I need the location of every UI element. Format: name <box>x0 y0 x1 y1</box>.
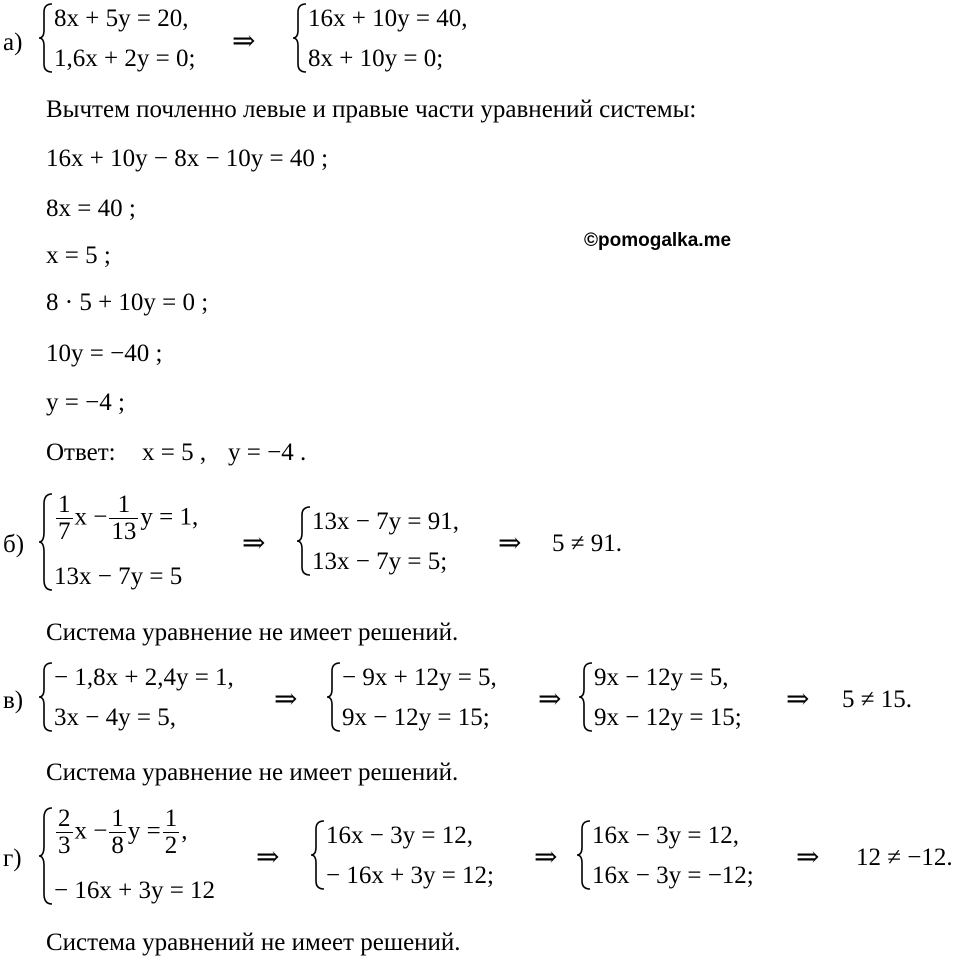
equation: − 9x + 12y = 5, <box>342 664 497 691</box>
equation: 13x − 7y = 5 <box>54 563 183 590</box>
denominator: 8 <box>111 832 124 860</box>
implies-arrow: ⇒ <box>538 684 562 715</box>
equation: 16x − 3y = 12, <box>592 822 739 849</box>
answer-label: Ответ: <box>46 439 116 466</box>
system-d-3 <box>576 819 786 891</box>
term: y = <box>127 817 161 845</box>
implies-arrow: ⇒ <box>232 26 256 57</box>
numerator: 1 <box>58 491 71 518</box>
equation-with-fractions <box>54 806 187 860</box>
term: y = 1, <box>140 503 199 531</box>
equation: 16x − 3y = −12; <box>592 862 754 889</box>
label-part-a: а) <box>3 29 23 56</box>
system-c-1 <box>38 661 268 733</box>
implies-arrow: ⇒ <box>498 528 522 559</box>
denominator: 3 <box>58 832 71 860</box>
fraction <box>56 806 73 860</box>
result: 5 ≠ 15. <box>842 686 912 713</box>
equation: 16x + 10y = 40, <box>308 5 468 32</box>
brace-icon <box>296 505 312 577</box>
term: x − <box>74 503 108 531</box>
result: 12 ≠ −12. <box>856 844 953 871</box>
equation: − 16x + 3y = 12 <box>54 877 216 904</box>
label-part-b: б) <box>3 531 25 558</box>
label-part-d: г) <box>3 845 22 872</box>
brace-icon <box>310 819 326 891</box>
system-c-3 <box>578 661 778 733</box>
system-c-2 <box>326 661 526 733</box>
implies-arrow: ⇒ <box>534 842 558 873</box>
term: , <box>181 817 188 845</box>
step: y = −4 ; <box>46 389 125 416</box>
system-b-1 <box>38 492 248 592</box>
equation: − 1,8x + 2,4y = 1, <box>54 664 234 691</box>
conclusion-text: Система уравнений не имеет решений. <box>46 929 461 956</box>
implies-arrow: ⇒ <box>242 528 266 559</box>
brace-icon <box>576 819 592 891</box>
fraction <box>56 492 73 546</box>
equation: 16x − 3y = 12, <box>326 822 473 849</box>
equation: 13x − 7y = 5; <box>312 548 448 575</box>
implies-arrow: ⇒ <box>274 684 298 715</box>
step: 10y = −40 ; <box>46 340 163 367</box>
implies-arrow: ⇒ <box>786 684 810 715</box>
system-b-2 <box>296 505 496 577</box>
equation-with-fractions <box>54 492 198 546</box>
brace-icon <box>38 661 54 733</box>
numerator: 2 <box>58 805 71 832</box>
step: 16x + 10y − 8x − 10y = 40 ; <box>46 145 329 172</box>
label-part-c: в) <box>3 687 24 714</box>
brace-icon <box>38 806 54 906</box>
conclusion-text: Система уравнение не имеет решений. <box>46 759 459 786</box>
equation: 1,6x + 2y = 0; <box>54 45 196 72</box>
step: x = 5 ; <box>46 242 111 269</box>
equation: 9x − 12y = 5, <box>594 664 729 691</box>
system-d-1 <box>38 806 268 906</box>
step: 8 · 5 + 10y = 0 ; <box>46 289 209 316</box>
equation: − 16x + 3y = 12; <box>326 862 494 889</box>
denominator: 13 <box>111 518 137 546</box>
answer-x: x = 5 , <box>142 439 207 466</box>
brace-icon <box>38 492 54 592</box>
numerator: 1 <box>164 805 178 832</box>
brace-icon <box>38 2 54 74</box>
equation: 3x − 4y = 5, <box>54 704 176 731</box>
equation: 8x + 10y = 0; <box>308 45 444 72</box>
term: x − <box>74 817 108 845</box>
denominator: 7 <box>58 518 71 546</box>
equation: 9x − 12y = 15; <box>594 704 742 731</box>
numerator: 1 <box>109 492 138 519</box>
system-d-2 <box>310 819 520 891</box>
equation: 9x − 12y = 15; <box>342 704 490 731</box>
watermark: ©pomogalka.me <box>584 230 732 251</box>
conclusion-text: Система уравнение не имеет решений. <box>46 619 459 646</box>
system-a-2 <box>292 2 492 74</box>
fraction <box>109 492 138 546</box>
answer-y: y = −4 . <box>228 439 307 466</box>
explanation-text: Вычтем почленно левые и правые части уравнений системы: <box>46 96 697 123</box>
system-a-1 <box>38 2 238 74</box>
implies-arrow: ⇒ <box>256 842 280 873</box>
numerator: 1 <box>111 805 124 832</box>
brace-icon <box>292 2 308 74</box>
brace-icon <box>578 661 594 733</box>
result: 5 ≠ 91. <box>552 530 622 557</box>
implies-arrow: ⇒ <box>796 842 820 873</box>
equation: 8x + 5y = 20, <box>54 5 189 32</box>
brace-icon <box>326 661 342 733</box>
denominator: 2 <box>164 832 178 860</box>
step: 8x = 40 ; <box>46 195 136 222</box>
fraction <box>163 806 180 860</box>
fraction <box>109 806 126 860</box>
equation: 13x − 7y = 91, <box>312 508 459 535</box>
